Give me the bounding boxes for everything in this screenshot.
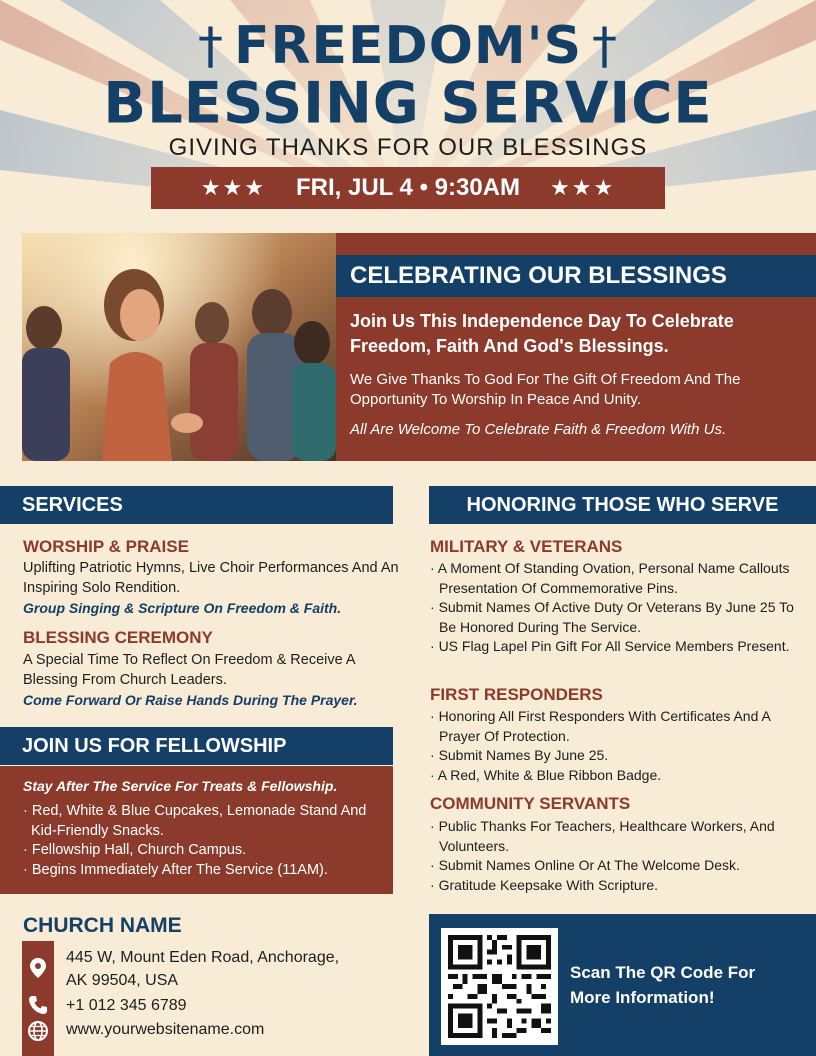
list-item: · Red, White & Blue Cupcakes, Lemonade Stand And Kid-Friendly Snacks. (23, 802, 383, 841)
title-line-2: BLESSING SERVICE (103, 70, 713, 137)
list-item: · Submit Names By June 25. (430, 746, 805, 766)
fellowship-lead: Stay After The Service For Treats & Fellowship. (23, 778, 338, 794)
list-item: · US Flag Lapel Pin Gift For All Service Members Present. (430, 637, 805, 657)
list-item: · Public Thanks For Teachers, Healthcare Workers, And Volunteers. (430, 817, 805, 856)
date-banner (151, 167, 665, 209)
list-item: · Begins Immediately After The Service (11AM). (23, 861, 383, 881)
cross-icon: † (197, 17, 224, 75)
celebrate-heading: CELEBRATING OUR BLESSINGS (336, 255, 816, 297)
stars-icon: ★★★ (550, 175, 616, 200)
celebrate-italic: All Are Welcome To Celebrate Faith & Freedom With Us. (350, 421, 727, 438)
community-title: COMMUNITY SERVANTS (430, 794, 631, 813)
responders-title: FIRST RESPONDERS (430, 685, 603, 704)
phone-number: +1 012 345 6789 (66, 997, 187, 1014)
location-pin-icon (27, 957, 49, 979)
website-link[interactable]: www.yourwebsitename.com (66, 1021, 265, 1038)
responders-list (430, 707, 805, 785)
list-item: · A Moment Of Standing Ovation, Personal Name Callouts Presentation Of Commemorative Pins. (430, 559, 805, 598)
ceremony-title: BLESSING CEREMONY (23, 628, 213, 647)
worship-note: Group Singing & Scripture On Freedom & Faith. (23, 600, 342, 616)
cross-icon: † (592, 17, 619, 75)
list-item: · Gratitude Keepsake With Scripture. (430, 876, 805, 896)
military-list (430, 559, 805, 657)
title-text-1: FREEDOM'S (233, 16, 583, 76)
worship-photo (22, 233, 336, 461)
list-item: · Submit Names Online Or At The Welcome Desk. (430, 856, 805, 876)
celebrate-body: We Give Thanks To God For The Gift Of Freedom And The Opportunity To Worship In Peace And Unity. (350, 371, 741, 408)
community-list (430, 817, 805, 895)
fellowship-list (23, 802, 383, 880)
honoring-heading: HONORING THOSE WHO SERVE (429, 486, 816, 524)
list-item: · Submit Names Of Active Duty Or Veterans By June 25 To Be Honored During The Service. (430, 598, 805, 637)
globe-icon (27, 1020, 49, 1042)
church-name: CHURCH NAME (23, 914, 182, 937)
list-item: · A Red, White & Blue Ribbon Badge. (430, 766, 805, 786)
celebrate-lead: Join Us This Independence Day To Celebrate Freedom, Faith And God's Blessings. (350, 311, 734, 356)
stars-icon: ★★★ (200, 175, 266, 200)
qr-code[interactable] (441, 928, 558, 1045)
title-line-1 (0, 16, 816, 76)
qr-caption: Scan The QR Code For More Information! (570, 963, 756, 1007)
address-line-1: 445 W, Mount Eden Road, Anchorage, (66, 949, 340, 966)
phone-icon (27, 994, 49, 1016)
services-heading: SERVICES (0, 486, 393, 524)
worship-text: Uplifting Patriotic Hymns, Live Choir Performances And An Inspiring Solo Rendition. (23, 560, 399, 596)
ceremony-note: Come Forward Or Raise Hands During The Prayer. (23, 692, 358, 708)
list-item: · Honoring All First Responders With Certificates And A Prayer Of Protection. (430, 707, 805, 746)
subtitle: GIVING THANKS FOR OUR BLESSINGS (168, 134, 648, 161)
list-item: · Fellowship Hall, Church Campus. (23, 841, 383, 861)
fellowship-heading: JOIN US FOR FELLOWSHIP (0, 727, 393, 765)
date-time: FRI, JUL 4 • 9:30AM (295, 174, 520, 201)
worship-title: WORSHIP & PRAISE (23, 537, 189, 556)
address-line-2: AK 99504, USA (66, 972, 179, 989)
ceremony-text: A Special Time To Reflect On Freedom & Receive A Blessing From Church Leaders. (23, 652, 355, 688)
military-title: MILITARY & VETERANS (430, 537, 623, 556)
